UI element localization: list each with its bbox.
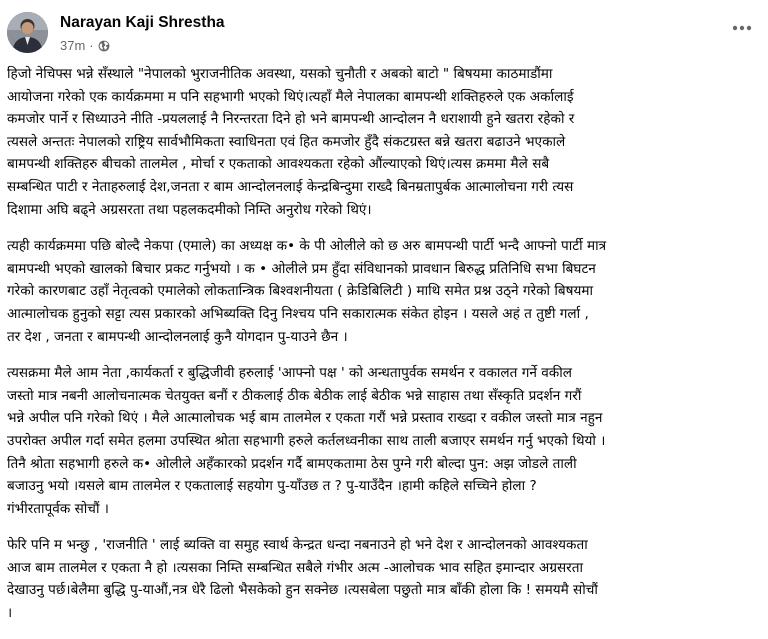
post-paragraph-2: त्यही कार्यक्रममा पछि बोल्दै नेकपा (एमाले) का अध्यक्ष क• के पी ओलीले को छ अरु बामपन्थी पार्टी भन्दै आफ्नो पार्टी मात्र बामपन्थी भएको खालको बिचार प्रकट गर्नुभयो । क • ओलीले प्रम हुँदा संविधानको प्रावधान बिरुद्ध प्रतिनिधि सभा बिघटन गरेको कारणबाट उहाँ नेतृत्वको एमालेको लोकतान्त्रिक बिश्वशनीयता ( क्रेडिबिलिटी ) माथि समेत प्रश्न उठ्ने गरेको बिषयमा आत्मालोचक हुनुको सट्टा त्यस प्रकारको अभिब्यक्ति दिनु निश्चय पनि सकारात्मक संकेत होइन । यसले अहं त तुष्टी गर्ला , तर देश , जनता र बामपन्थी आन्दोलनलाई कुनै योगदान पु-याउने छैन । <box>7 238 607 345</box>
meta-separator: · <box>89 38 94 53</box>
more-options-button[interactable] <box>730 18 754 38</box>
post-meta <box>60 38 110 53</box>
avatar-image <box>7 12 48 53</box>
post-paragraph-4: फेरि पनि म भन्छु , 'राजनीति ' लाई ब्यक्ति वा समुह स्वार्थ केन्द्रत धन्दा नबनाउने हो भने देश र आन्दोलनको आवश्यकता आज बाम तालमेल र एकता नै हो ।त्यसका निम्ति सम्बन्धित सबैले गंभीर अत्म -आलोचक भाव सहित इमान्दार अग्रसरता देखाउनु पर्छ।बेलैमा बुद्धि पु-याऔं,नत्र धेरै ढिलो भैसकेको हुन सक्नेछ ।त्यसबेला पछुतो मात्र बाँकी होला कि ! समयमै सोचौं । <box>7 537 598 622</box>
avatar[interactable] <box>7 12 48 53</box>
more-horizontal-icon <box>731 25 753 31</box>
post-paragraph-1: हिजो नेचिफ्स भन्ने सँस्थाले "नेपालको भुराजनीतिक अवस्था, यसको चुनौती र अबको बाटो " बिषयमा काठमाडौंमा आयोजना गरेको एक कार्यक्रममा म पनि सहभागी भएको थिएं।त्यहाँ मैले नेपालका बामपन्थी शक्तिहरुले एक अर्कालाई कमजोर पार्ने र सिध्याउने नीति -प्रयललाई नै निरन्तरता दिने हो भने बामपन्थी आन्दोलन नै धराशायी हुने खतरा रहेको र त्यसले अन्ततः नेपालको राष्ट्रिय सार्वभौमिकता स्वाधिनता एवं हित कमजोर हुँदै संकटग्रस्त बन्ने खतरा बढाउने भएकाले बामपन्थी शक्तिहरु बीचको तालमेल , मोर्चा र एकताको आवश्यकता रहेको औंल्याएको थिएं।त्यस क्रममा मैले सबै सम्बन्धित पाटी र नेताहरुलाई देश,जनता र बाम आन्दोलनलाई केन्द्रबिन्दुमा राख्दै बिनम्रतापुर्बक आत्मालोचना गरी त्यस दिशामा अघि बढ्ने अग्रसरता तथा पहलकदमीको निम्ति अनुरोध गरेको थिएं। <box>7 66 575 218</box>
globe-icon[interactable] <box>98 40 110 52</box>
author-name[interactable]: Narayan Kaji Shrestha <box>60 14 225 31</box>
post-time[interactable]: 37m <box>60 38 86 53</box>
post-paragraph-3: त्यसक्रमा मैले आम नेता ,कार्यकर्ता र बुद्धिजीवी हरुलाई 'आफ्नो पक्ष ' को अन्धतापुर्वक समर्थन र वकालत गर्ने वकील जस्तो मात्र नबनी आलोचनात्मक चेतयुक्त बनौं र ठीकलाई ठीक बेठीक लाई बेठीक भन्ने साहास तथा सँस्कृति प्रदर्शन गरौं भन्ने अपील पनि गरेको थिएं । मैले आत्मालोचक भई बाम तालमेल र एकता गरौं भन्ने प्रस्ताव राख्दा र वकील जस्तो मात्र नहुन उपरोक्त अपील गर्दा समेत हलमा उपस्थित श्रोता सहभागी हरुले कर्तलध्वनीका साथ ताली बजाएर समर्थन गर्नु भएको थियो । तिनै श्रोता सहभागी हरुले क• ओलीले अहँकारको प्रदर्शन गर्दै बामएकतामा ठेस पुग्ने गरी बोल्दा पुन: अझ जोडले ताली बजाउनु भयो ।यसले बाम तालमेल र एकतालाई सहयोग पु-याँउछ त ? पु-याउँदैन ।हामी कहिले सच्चिने होला ? गंभीरतापूर्वक सोचौं । <box>7 365 606 517</box>
post-header <box>0 0 768 62</box>
post-body <box>7 63 763 639</box>
